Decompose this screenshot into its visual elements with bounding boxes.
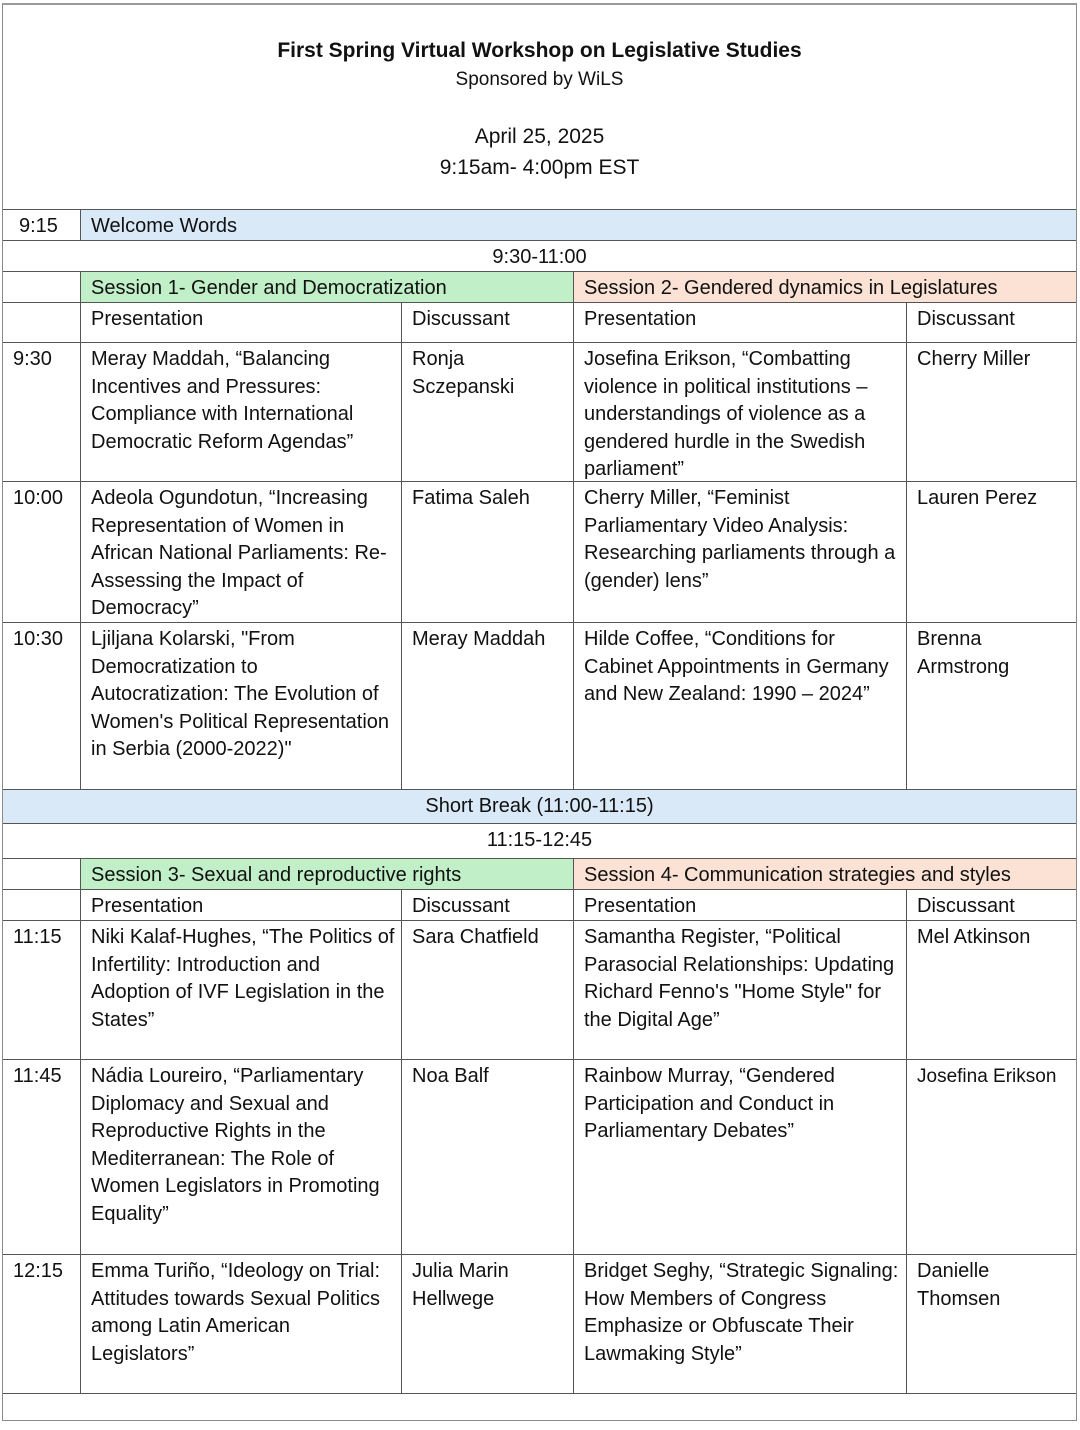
presentation-text: Josefina Erikson, “Combatting violence in political institutions – understandings of violence as a gendered hurdle in the Swedish parliament” — [584, 348, 868, 481]
session-2-title: Session 2- Gendered dynamics in Legislatures — [584, 277, 998, 299]
presentation-cell — [80, 1059, 402, 1254]
discussant-name: Cherry Miller — [917, 348, 1031, 370]
presentation-cell — [80, 481, 402, 622]
presentation-text: Niki Kalaf-Hughes, “The Politics of Infertility: Introduction and Adoption of IVF Legislation in the States” — [91, 926, 395, 1031]
row-time: 9:30 — [13, 348, 52, 370]
row-time-cell — [3, 920, 81, 1059]
discussant-name: Mel Atkinson — [917, 926, 1031, 948]
presentation-text: Bridget Seghy, “Strategic Signaling: How Members of Congress Emphasize or Obfuscate Their Lawmaking Style” — [584, 1260, 899, 1365]
presentation-cell — [573, 481, 907, 622]
block2-session-time-cell — [3, 858, 81, 889]
presentation-cell — [80, 1254, 402, 1393]
row-time-cell — [3, 342, 81, 481]
discussant-name: Danielle Thomsen — [917, 1260, 1001, 1310]
presentation-text: Adeola Ogundotun, “Increasing Representation of Women in African National Parliaments: Re-Assessing the Impact of Democracy” — [91, 487, 387, 620]
discussant-cell — [906, 1059, 1076, 1254]
sponsor-line: Sponsored by WiLS — [455, 69, 624, 90]
presentation-text: Nádia Loureiro, “Parliamentary Diplomacy and Sexual and Reproductive Rights in the Mediterranean: The Role of Women Legislators in Promoting Equality” — [91, 1065, 380, 1225]
event-hours: 9:15am- 4:00pm EST — [439, 156, 640, 179]
row-time: 10:30 — [13, 628, 64, 650]
row-time-cell — [3, 1254, 81, 1393]
presentation-cell — [80, 622, 402, 789]
column-header-presentation: Presentation — [584, 895, 697, 917]
block2-colhead-right-disc — [906, 889, 1076, 920]
welcome-cell — [80, 209, 1076, 240]
welcome-time: 9:15 — [19, 215, 58, 237]
discussant-name: Josefina Erikson — [917, 1066, 1057, 1087]
column-header-presentation: Presentation — [91, 308, 204, 330]
discussant-cell — [906, 342, 1076, 481]
discussant-cell — [401, 1059, 574, 1254]
block2-colhead-right-pres — [573, 889, 907, 920]
row-time-cell — [3, 1059, 81, 1254]
presentation-cell — [80, 920, 402, 1059]
column-header-presentation: Presentation — [584, 308, 697, 330]
column-header-presentation: Presentation — [91, 895, 204, 917]
welcome-time-cell — [3, 209, 81, 240]
presentation-cell — [80, 342, 402, 481]
presentation-cell — [573, 1059, 907, 1254]
session-4-header — [573, 858, 1076, 889]
column-header-discussant: Discussant — [412, 895, 510, 917]
row-time: 12:15 — [13, 1260, 64, 1282]
discussant-cell — [401, 481, 574, 622]
presentation-cell — [573, 1254, 907, 1393]
presentation-text: Emma Turiño, “Ideology on Trial: Attitudes towards Sexual Politics among Latin American Legislators” — [91, 1260, 381, 1365]
discussant-cell — [401, 920, 574, 1059]
block1-colhead-right-disc — [906, 302, 1076, 342]
presentation-text: Meray Maddah, “Balancing Incentives and Pressures: Compliance with International Democratic Reform Agendas” — [91, 348, 354, 453]
break-label: Short Break (11:00-11:15) — [425, 795, 654, 817]
block2-colhead-left-disc — [401, 889, 574, 920]
block1-range-cell — [3, 240, 1076, 271]
discussant-name: Julia Marin Hellwege — [412, 1260, 509, 1310]
discussant-name: Noa Balf — [412, 1065, 489, 1087]
discussant-cell — [401, 342, 574, 481]
discussant-name: Meray Maddah — [412, 628, 546, 650]
session-1-header — [80, 271, 574, 302]
break-cell — [3, 789, 1076, 823]
row-time: 10:00 — [13, 487, 64, 509]
session-1-title: Session 1- Gender and Democratization — [91, 277, 447, 299]
presentation-text: Samantha Register, “Political Parasocial Relationships: Updating Richard Fenno's "Home Style" for the Digital Age” — [584, 926, 895, 1031]
column-header-discussant: Discussant — [917, 308, 1015, 330]
program-document — [2, 3, 1077, 1421]
row-time: 11:45 — [13, 1065, 62, 1087]
discussant-cell — [906, 920, 1076, 1059]
block1-range: 9:30-11:00 — [492, 246, 587, 268]
presentation-cell — [573, 920, 907, 1059]
discussant-cell — [401, 622, 574, 789]
row-time-cell — [3, 481, 81, 622]
discussant-name: Fatima Saleh — [412, 487, 530, 509]
welcome-label: Welcome Words — [91, 215, 237, 237]
table-bottom-border — [3, 1393, 1076, 1394]
discussant-name: Sara Chatfield — [412, 926, 539, 948]
discussant-name: Lauren Perez — [917, 487, 1038, 509]
session-2-header — [573, 271, 1076, 302]
presentation-cell — [573, 342, 907, 481]
block1-colhead-left-pres — [80, 302, 402, 342]
session-3-title: Session 3- Sexual and reproductive rights — [91, 864, 462, 886]
discussant-cell — [906, 1254, 1076, 1393]
block1-colhead-time — [3, 302, 81, 342]
session-4-title: Session 4- Communication strategies and styles — [584, 864, 1011, 886]
presentation-text: Ljiljana Kolarski, "From Democratization to Autocratization: The Evolution of Women's Political Representation in Serbia (2000-2022)" — [91, 628, 390, 761]
presentation-text: Cherry Miller, “Feminist Parliamentary Video Analysis: Researching parliaments through a (gender) lens” — [584, 487, 896, 592]
presentation-cell — [573, 622, 907, 789]
session-3-header — [80, 858, 574, 889]
column-header-discussant: Discussant — [412, 308, 510, 330]
workshop-title: First Spring Virtual Workshop on Legislative Studies — [277, 39, 802, 62]
block2-colhead-left-pres — [80, 889, 402, 920]
discussant-cell — [906, 622, 1076, 789]
block1-session-time-cell — [3, 271, 81, 302]
event-date: April 25, 2025 — [474, 125, 605, 148]
discussant-cell — [401, 1254, 574, 1393]
block2-range: 11:15-12:45 — [486, 829, 593, 851]
column-header-discussant: Discussant — [917, 895, 1015, 917]
presentation-text: Hilde Coffee, “Conditions for Cabinet Appointments in Germany and New Zealand: 1990 – 2024” — [584, 628, 889, 706]
block1-colhead-left-disc — [401, 302, 574, 342]
presentation-text: Rainbow Murray, “Gendered Participation and Conduct in Parliamentary Debates” — [584, 1065, 835, 1143]
row-time-cell — [3, 622, 81, 789]
block2-range-cell — [3, 823, 1076, 858]
row-time: 11:15 — [13, 926, 62, 948]
block1-colhead-right-pres — [573, 302, 907, 342]
discussant-cell — [906, 481, 1076, 622]
discussant-name: Brenna Armstrong — [917, 628, 1010, 678]
discussant-name: Ronja Sczepanski — [412, 348, 515, 398]
block2-colhead-time — [3, 889, 81, 920]
